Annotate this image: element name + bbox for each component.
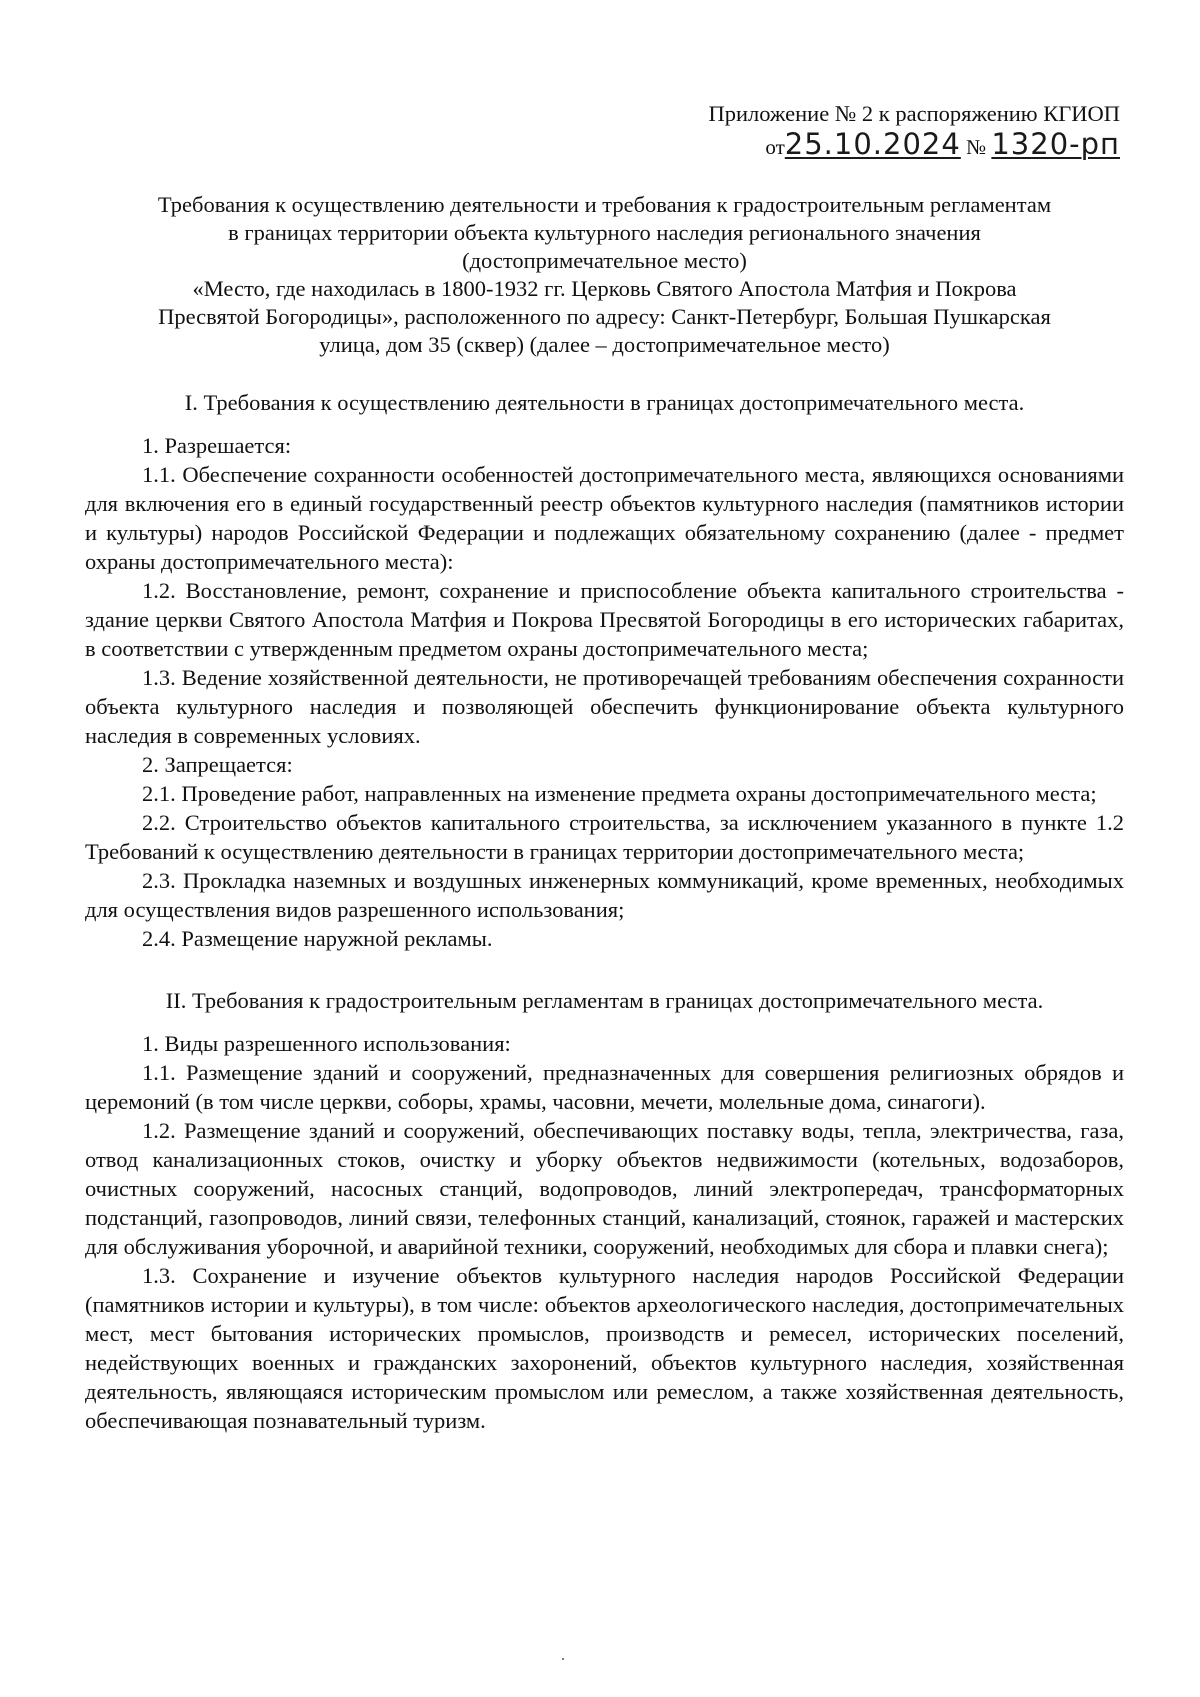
paragraph: 1. Виды разрешенного использования:: [142, 1031, 511, 1056]
title-line: улица, дом 35 (сквер) (далее – достопримечательное место): [319, 332, 890, 357]
order-line: [85, 127, 1120, 161]
paragraph: 2.3. Прокладка наземных и воздушных инженерных коммуникаций, кроме временных, необходимых для осуществления видов разрешенного использования;: [85, 868, 1124, 922]
paragraph: 1.1. Обеспечение сохранности особенностей достопримечательного места, являющихся основаниями для включения его в единый государственный реестр объектов культурного наследия (памятников истории и культуры) народов Российской Федерации и подлежащих обязательному сохранению (далее - предмет охраны достопримечательного места):: [85, 462, 1124, 574]
paragraph: 2.1. Проведение работ, направленных на изменение предмета охраны достопримечательного места;: [142, 781, 1097, 806]
title-line: (достопримечательное место): [462, 248, 747, 273]
paragraph: 2.2. Строительство объектов капитального строительства, за исключением указанного в пункте 1.2 Требований к осуществлению деятельности в границах территории достопримечательного места;: [85, 810, 1124, 864]
title-line: Требования к осуществлению деятельности и требования к градостроительным регламентам: [157, 192, 1052, 217]
section-1-body: [85, 431, 1124, 953]
title-line: Пресвятой Богородицы», расположенного по адресу: Санкт-Петербург, Большая Пушкарская: [158, 304, 1051, 329]
title-line: «Место, где находилась в 1800-1932 гг. Церковь Святого Апостола Матфия и Покрова: [192, 276, 1017, 301]
annex-reference: Приложение № 2 к распоряжению КГИОП: [708, 101, 1120, 126]
paragraph: 1.3. Ведение хозяйственной деятельности, не противоречащей требованиям обеспечения сохранности объекта культурного наследия и позволяющей обеспечить функционирование объекта культурного наследия в современных условиях.: [85, 665, 1124, 748]
paragraph: 2.4. Размещение наружной рекламы.: [142, 926, 493, 951]
document-title: [85, 191, 1124, 359]
handwritten-date: 25.10.2024: [784, 127, 961, 161]
section-2-heading: II. Требования к градостроительным регламентам в границах достопримечательного места.: [165, 988, 1044, 1013]
document-header: [85, 100, 1120, 161]
section-1-heading: I. Требования к осуществлению деятельности в границах достопримечательного места.: [184, 390, 1025, 415]
paragraph: 1.1. Размещение зданий и сооружений, предназначенных для совершения религиозных обрядов и церемоний (в том числе церкви, соборы, храмы, часовни, мечети, молельные дома, синагоги).: [85, 1060, 1124, 1114]
number-prefix: №: [966, 135, 987, 159]
paragraph: 1.3. Сохранение и изучение объектов культурного наследия народов Российской Федерации (памятников истории и культуры), в том числе: объектов археологического наследия, достопримечательных мест, мест бытования исторических промыслов, производств и ремесел, исторических поселений, недействующих военных и гражданских захоронений, объектов культурного наследия, хозяйственная деятельность, являющаяся историческим промыслом или ремеслом, а также хозяйственная деятельность, обеспечивающая познавательный туризм.: [85, 1263, 1124, 1433]
handwritten-number: 1320-рп: [991, 127, 1120, 161]
paragraph: 2. Запрещается:: [142, 752, 293, 777]
title-line: в границах территории объекта культурного наследия регионального значения: [228, 220, 981, 245]
from-prefix: от: [765, 135, 785, 159]
paragraph: 1. Разрешается:: [142, 433, 292, 458]
page-speck: [562, 1658, 564, 1660]
section-2-body: [85, 1029, 1124, 1435]
paragraph: 1.2. Восстановление, ремонт, сохранение и приспособление объекта капитального строительства - здание церкви Святого Апостола Матфия и Покрова Пресвятой Богородицы в его исторических габаритах, в соответствии с утвержденным предметом охраны достопримечательного места;: [85, 578, 1124, 661]
paragraph: 1.2. Размещение зданий и сооружений, обеспечивающих поставку воды, тепла, электричества, газа, отвод канализационных стоков, очистку и уборку объектов недвижимости (котельных, водозаборов, очистных сооружений, насосных станций, водопроводов, линий электропередач, трансформаторных подстанций, газопроводов, линий связи, телефонных станций, канализаций, стоянок, гаражей и мастерских для обслуживания уборочной, и аварийной техники, сооружений, необходимых для сбора и плавки снега);: [85, 1118, 1124, 1259]
